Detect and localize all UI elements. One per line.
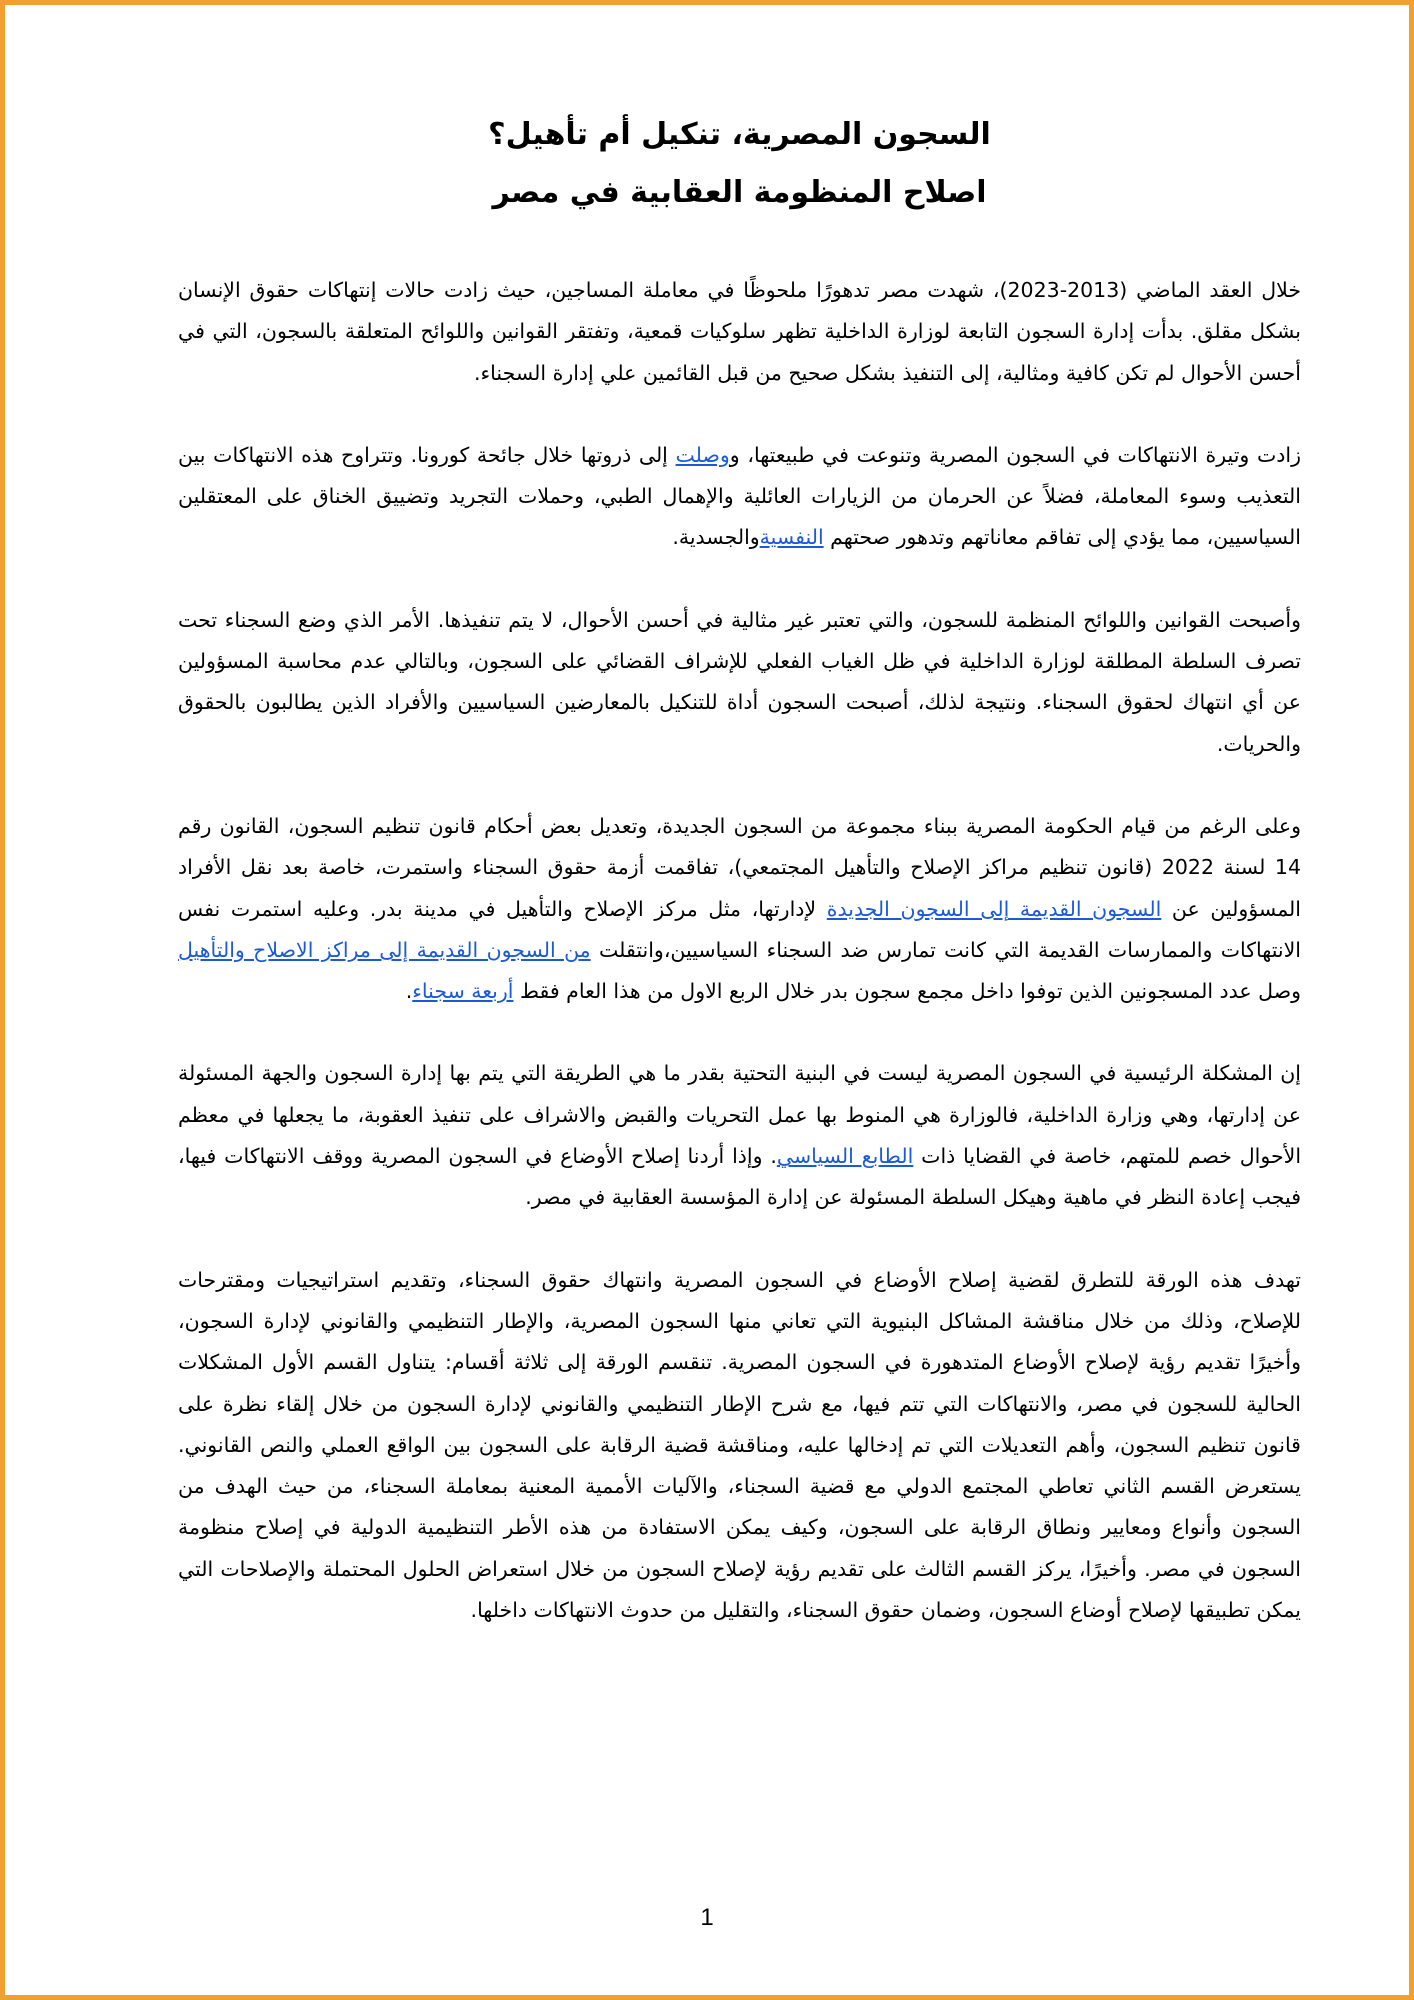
paragraph-4-text-c: وصل عدد المسجونين الذين توفوا داخل مجمع سجون بدر خلال الربع الاول من هذا العام فقط xyxy=(513,979,1301,1004)
link-four-prisoners[interactable]: أربعة سجناء xyxy=(412,979,514,1004)
link-psychological[interactable]: النفسية xyxy=(759,525,824,550)
paragraph-2-text-a: زادت وتيرة الانتهاكات في السجون المصرية وتنوعت في طبيعتها، و xyxy=(729,442,1301,467)
link-reached[interactable]: وصلت xyxy=(675,442,730,467)
paragraph-4-text-d: . xyxy=(405,979,413,1004)
paragraph-3: وأصبحت القوانين واللوائح المنظمة للسجون، والتي تعتبر غير مثالية في أحسن الأحوال، لا يتم تنفيذها. الأمر الذي وضع السجناء تحت تصرف السلطة المطلقة لوزارة الداخلية في ظل الغياب الفعلي للإشراف القضائي على السجون، وبالتالي عدم محاسبة المسؤولين عن أي انتهاك لحقوق السجناء. ونتيجة لذلك، أصبحت السجون أداة للتنكيل بالمعارضين السياسيين والأفراد الذين يطالبون بالحقوق والحريات. xyxy=(178,607,1301,756)
paragraph-4-text-b: لإدارتها، مثل مركز الإصلاح والتأهيل في مدينة بدر. وعليه استمرت نفس الانتهاكات والممارسات القديمة التي كانت تمارس ضد السجناء السياسيين،وانتقلت xyxy=(178,896,1301,962)
paragraph-5-text-a: إن المشكلة الرئيسية في السجون المصرية ليست في البنية التحتية بقدر ما هي الطريقة التي يتم بها إدارة السجون والجهة المسئولة عن إدارتها، وهي وزارة الداخلية، فالوزارة هي المنوط بها عمل التحريات والقبض والاشراف على تنفيذ العقوبة، ما يجعلها في معظم الأحوال خصم للمتهم، خاصة في القضايا ذات xyxy=(178,1061,1302,1169)
paragraph-2-text-c: والجسدية. xyxy=(672,525,760,550)
paragraph-2-text-b: إلى ذروتها خلال جائحة كورونا. وتتراوح هذه الانتهاكات بين التعذيب وسوء المعاملة، فضلاً عن الحرمان من الزيارات العائلية والإهمال الطبي، وحملات التجريد وتضييق الخناق على المعتقلين السياسيين، مما يؤدي إلى تفاقم معاناتهم وتدهور صحتهم xyxy=(178,442,1301,550)
paragraph-4-text-a: وعلى الرغم من قيام الحكومة المصرية ببناء مجموعة من السجون الجديدة، وتعديل بعض أحكام قانون تنظيم السجون، القانون رقم 14 لسنة 2022 (قانون تنظيم مراكز الإصلاح والتأهيل المجتمعي)، تفاقمت أزمة حقوق السجناء واستمرت، خاصة بعد نقل الأفراد المسؤولين عن xyxy=(178,813,1301,921)
page-number: 1 xyxy=(700,1904,714,1931)
page-title: السجون المصرية، تنكيل أم تأهيل؟ xyxy=(488,117,991,152)
paragraph-4 xyxy=(178,806,1301,1012)
paragraph-5-text-b: . وإذا أردنا إصلاح الأوضاع في السجون المصرية ووقف الانتهاكات فيها، فيجب إعادة النظر في ماهية وهيكل السلطة المسئولة عن إدارة المؤسسة العقابية في مصر. xyxy=(178,1144,1301,1210)
link-political-nature[interactable]: الطابع السياسي xyxy=(776,1144,914,1169)
paragraph-5 xyxy=(178,1053,1301,1218)
document-body xyxy=(178,106,1301,1672)
paragraph-1: خلال العقد الماضي (2013-2023)، شهدت مصر تدهورًا ملحوظًا في معاملة المساجين، حيث زادت حالات إنتهاكات حقوق الإنسان بشكل مقلق. بدأت إدارة السجون التابعة لوزارة الداخلية تظهر سلوكيات قمعية، وتفتقر القوانين واللوائح المتعلقة بالسجون، التي في أحسن الأحوال لم تكن كافية ومثالية، إلى التنفيذ بشكل صحيح من قبل القائمين علي إدارة السجناء. xyxy=(178,278,1302,385)
paragraph-6: تهدف هذه الورقة للتطرق لقضية إصلاح الأوضاع في السجون المصرية وانتهاك حقوق السجناء، وتقديم استراتيجيات ومقترحات للإصلاح، وذلك من خلال مناقشة المشاكل البنيوية التي تعاني منها السجون المصرية، والإطار التنظيمي والقانوني لإدارة السجون، وأخيرًا تقديم رؤية لإصلاح الأوضاع المتدهورة في السجون المصرية. تنقسم الورقة إلى ثلاثة أقسام: يتناول القسم الأول المشكلات الحالية للسجون في مصر، والانتهاكات التي تتم فيها، مع شرح الإطار التنظيمي والقانوني لإدارة السجون من خلال إلقاء نظرة على قانون تنظيم السجون، وأهم التعديلات التي تم إدخالها عليه، ومناقشة قضية الرقابة على السجون بين الواقع العملي والنص القانوني. يستعرض القسم الثاني تعاطي المجتمع الدولي مع قضية السجناء، والآليات الأممية المعنية بمعاملة السجناء، من حيث الهدف من السجون وأنواع ومعايير ونطاق الرقابة على السجون، وكيف يمكن الاستفادة من هذه الأطر التنظيمية الدولية في إصلاح منظومة السجون في مصر. وأخيرًا، يركز القسم الثالث على تقديم رؤية لإصلاح السجون من خلال استعراض الحلول المحتملة والإصلاحات التي يمكن تطبيقها لإصلاح أوضاع السجون، وضمان حقوق السجناء، والتقليل من حدوث الانتهاكات داخلها. xyxy=(178,1267,1301,1623)
page-subtitle: اصلاح المنظومة العقابية في مصر xyxy=(492,175,987,210)
document-titles xyxy=(178,106,1301,222)
link-old-prisons-to-rehab-centers[interactable]: من السجون القديمة إلى مراكز الاصلاح والتأهيل xyxy=(178,937,591,962)
link-old-to-new-prisons[interactable]: السجون القديمة إلى السجون الجديدة xyxy=(826,896,1162,921)
paragraph-2 xyxy=(178,435,1301,559)
